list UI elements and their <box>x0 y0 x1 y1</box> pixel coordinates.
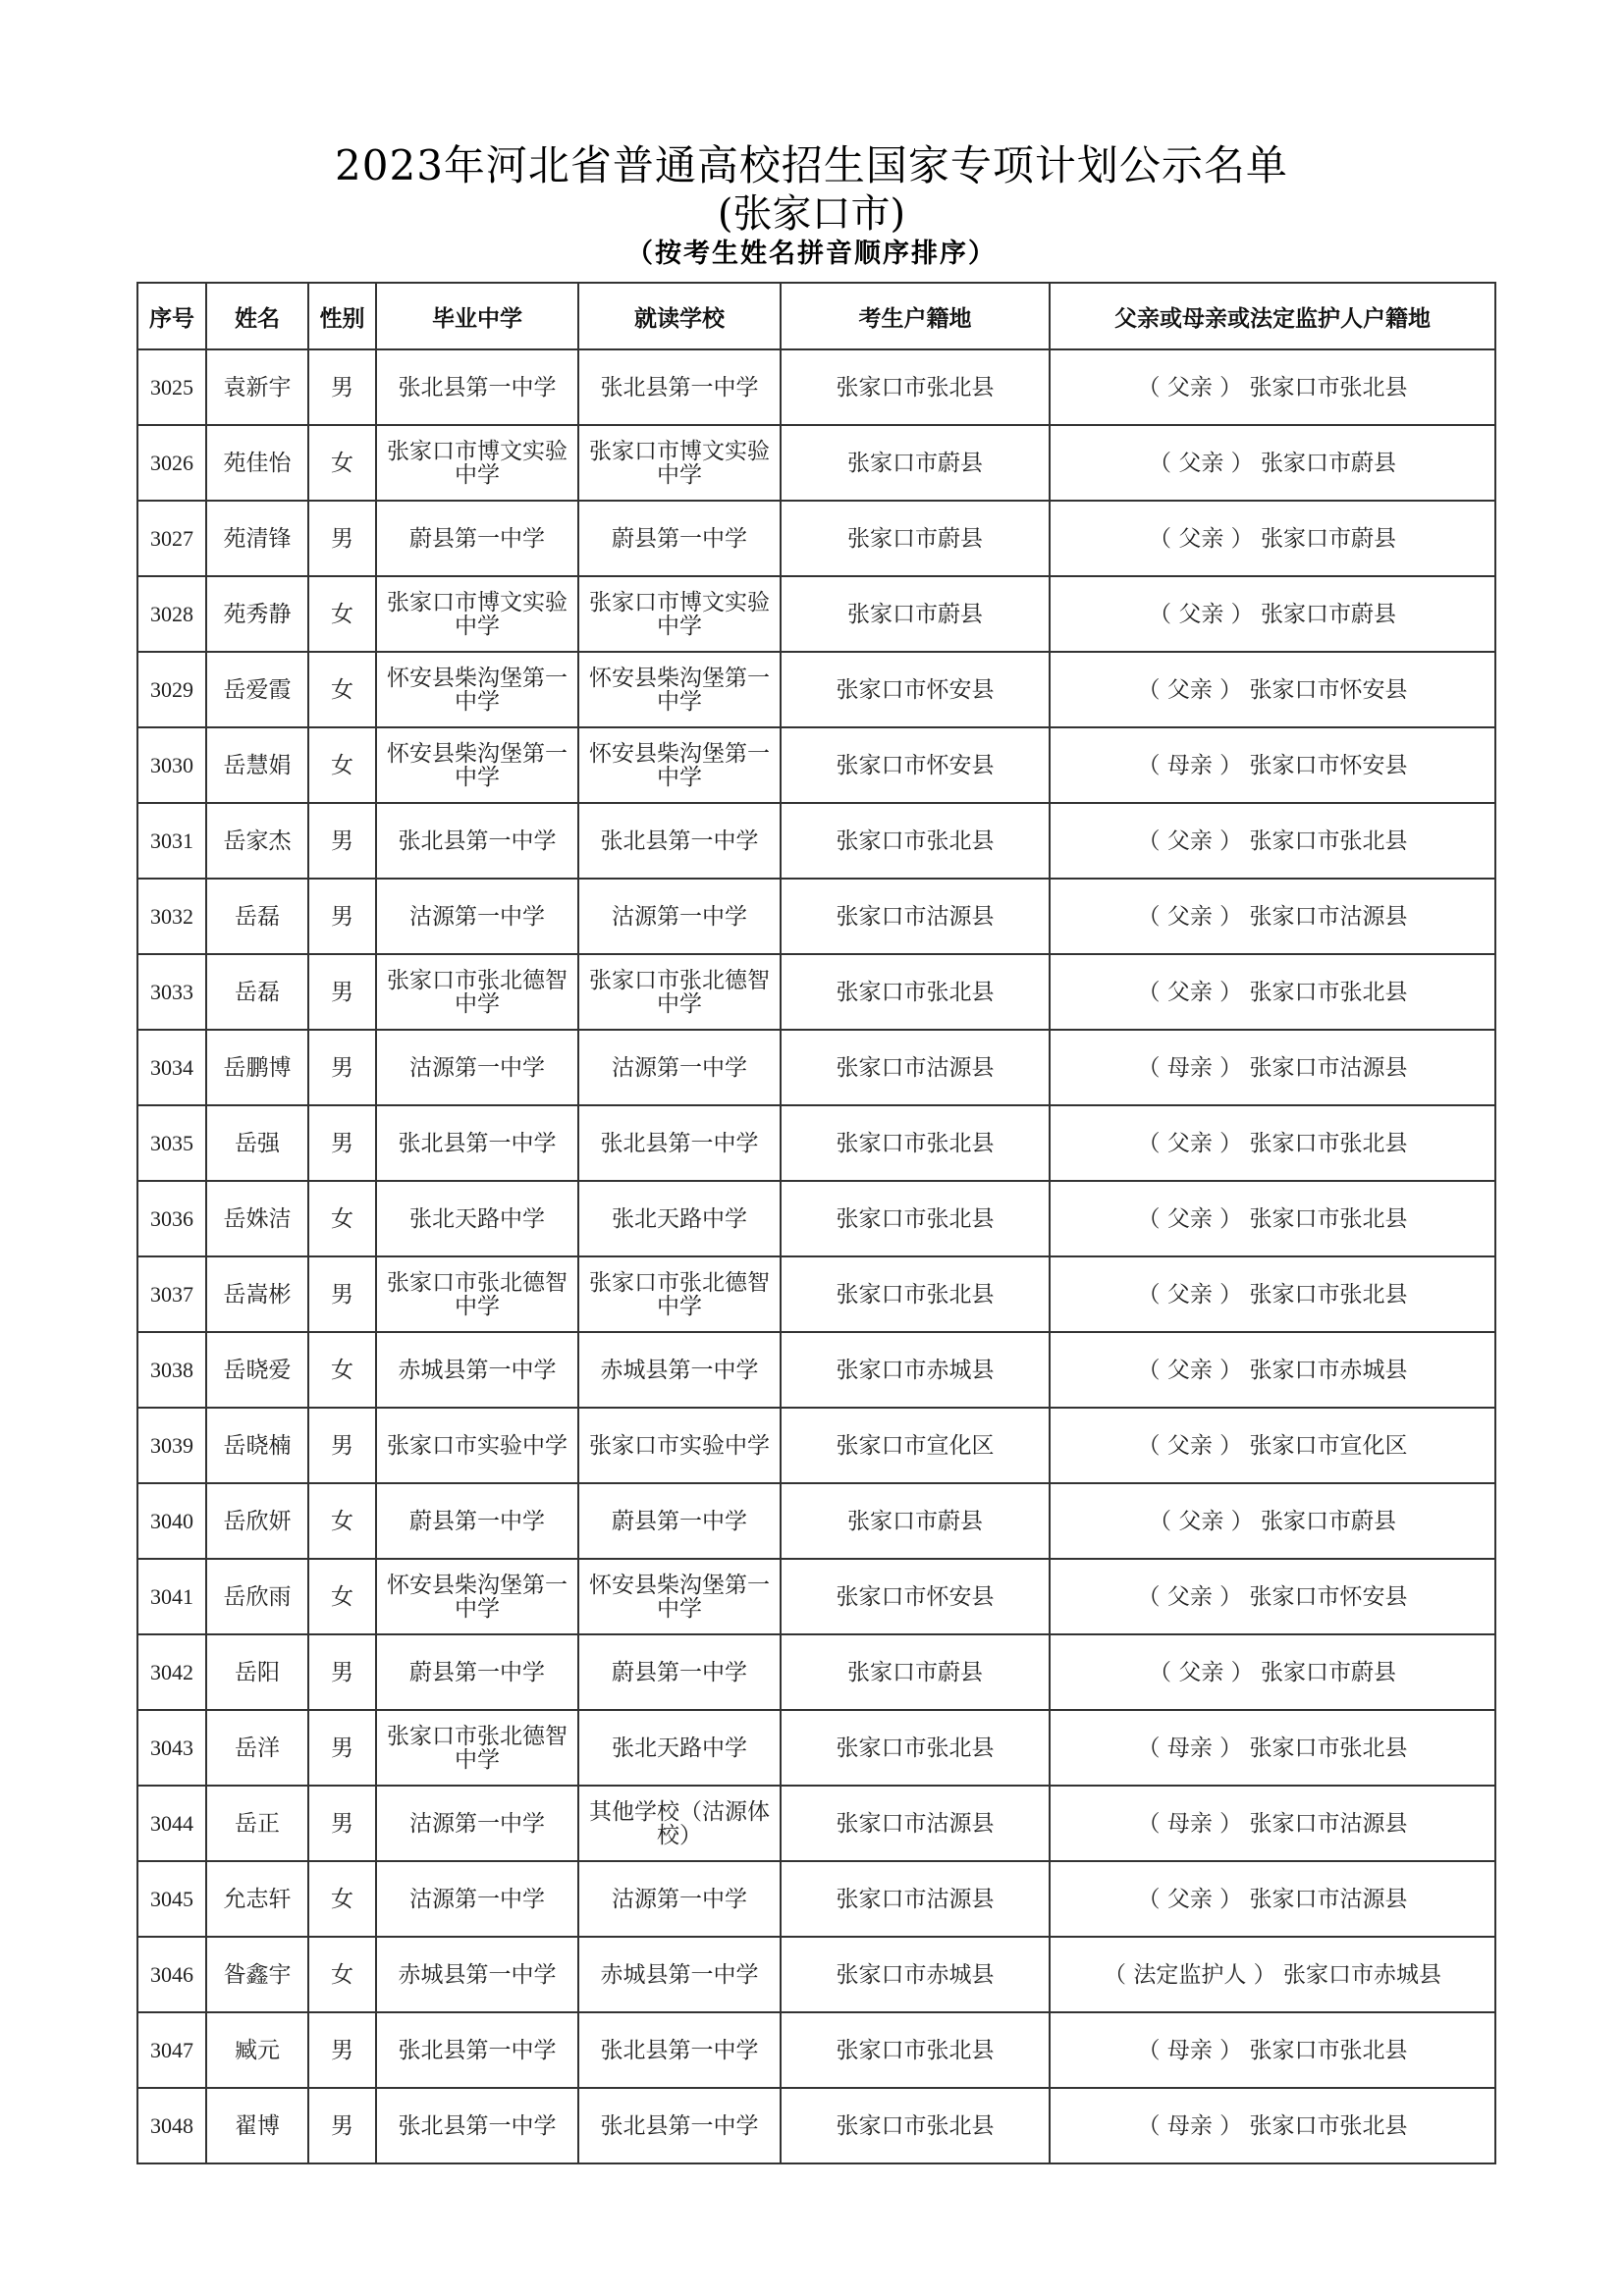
col-graduated-school-cell: 赤城县第一中学 <box>376 1937 578 2012</box>
document-title: 2023年河北省普通高校招生国家专项计划公示名单 <box>335 141 1288 189</box>
table-row <box>137 1937 1495 2012</box>
col-graduated-school-cell: 蔚县第一中学 <box>376 1634 578 1710</box>
col-gender-cell: 男 <box>308 1105 376 1181</box>
col-gender-cell: 女 <box>308 425 376 501</box>
col-guardian-hukou-cell: （ 父亲 ） 张家口市张北县 <box>1050 1105 1495 1181</box>
col-candidate-hukou-cell: 张家口市张北县 <box>781 2012 1050 2088</box>
col-serial-cell: 3027 <box>137 501 206 576</box>
col-candidate-hukou-cell: 张家口市蔚县 <box>781 1483 1050 1559</box>
col-graduated-school-cell: 赤城县第一中学 <box>376 1332 578 1408</box>
col-current-school-cell: 沽源第一中学 <box>578 879 781 954</box>
table-row <box>137 501 1495 576</box>
document-sort-note: （按考生姓名拼音顺序排序） <box>626 239 997 269</box>
col-guardian-hukou-cell: （ 父亲 ） 张家口市蔚县 <box>1050 576 1495 652</box>
col-name-cell: 岳晓楠 <box>206 1408 308 1483</box>
col-graduated-school-cell: 蔚县第一中学 <box>376 1483 578 1559</box>
col-guardian-hukou-cell: （ 母亲 ） 张家口市怀安县 <box>1050 727 1495 803</box>
table-row <box>137 1710 1495 1786</box>
col-guardian-hukou-cell: （ 父亲 ） 张家口市张北县 <box>1050 803 1495 879</box>
col-graduated-school-cell: 张家口市张北德智中学 <box>376 954 578 1030</box>
table-header <box>137 283 1495 349</box>
col-guardian-hukou-cell: （ 母亲 ） 张家口市张北县 <box>1050 1710 1495 1786</box>
col-candidate-hukou-cell: 张家口市怀安县 <box>781 1559 1050 1634</box>
document-subtitle-city: (张家口市) <box>717 191 906 237</box>
col-name-cell: 允志轩 <box>206 1861 308 1937</box>
col-graduated-school-cell: 张家口市张北德智中学 <box>376 1710 578 1786</box>
col-name-cell: 苑秀静 <box>206 576 308 652</box>
col-serial-cell: 3042 <box>137 1634 206 1710</box>
col-gender-cell: 女 <box>308 1559 376 1634</box>
col-guardian-hukou-cell: （ 父亲 ） 张家口市张北县 <box>1050 1256 1495 1332</box>
col-name-cell: 翟博 <box>206 2088 308 2163</box>
candidate-list-table <box>136 282 1496 2164</box>
col-gender-cell: 男 <box>308 501 376 576</box>
col-graduated-school-cell: 沽源第一中学 <box>376 1861 578 1937</box>
col-graduated-school-cell: 张北县第一中学 <box>376 2088 578 2163</box>
col-name-cell: 岳鹏博 <box>206 1030 308 1105</box>
col-candidate-hukou-cell: 张家口市赤城县 <box>781 1937 1050 2012</box>
table-row <box>137 954 1495 1030</box>
col-guardian-hukou-cell: （ 母亲 ） 张家口市张北县 <box>1050 2088 1495 2163</box>
col-serial-cell: 3041 <box>137 1559 206 1634</box>
col-candidate-hukou-cell: 张家口市沽源县 <box>781 1030 1050 1105</box>
col-name-cell: 昝鑫宇 <box>206 1937 308 2012</box>
table-row <box>137 1256 1495 1332</box>
col-candidate-hukou-cell: 张家口市沽源县 <box>781 1786 1050 1861</box>
table-row <box>137 1181 1495 1256</box>
col-name-cell: 岳家杰 <box>206 803 308 879</box>
col-current-school-cell: 蔚县第一中学 <box>578 501 781 576</box>
col-graduated-school-cell: 张家口市博文实验中学 <box>376 576 578 652</box>
col-candidate-hukou-cell: 张家口市张北县 <box>781 1256 1050 1332</box>
col-name-cell: 岳洋 <box>206 1710 308 1786</box>
header-col-candidate-hukou: 考生户籍地 <box>781 283 1050 349</box>
col-candidate-hukou-cell: 张家口市张北县 <box>781 2088 1050 2163</box>
col-gender-cell: 女 <box>308 727 376 803</box>
table-row <box>137 1105 1495 1181</box>
col-guardian-hukou-cell: （ 父亲 ） 张家口市沽源县 <box>1050 1861 1495 1937</box>
col-current-school-cell: 张北县第一中学 <box>578 2088 781 2163</box>
col-serial-cell: 3030 <box>137 727 206 803</box>
col-serial-cell: 3046 <box>137 1937 206 2012</box>
col-name-cell: 岳欣雨 <box>206 1559 308 1634</box>
header-col-guardian-hukou: 父亲或母亲或法定监护人户籍地 <box>1050 283 1495 349</box>
col-candidate-hukou-cell: 张家口市张北县 <box>781 803 1050 879</box>
col-candidate-hukou-cell: 张家口市怀安县 <box>781 727 1050 803</box>
col-serial-cell: 3047 <box>137 2012 206 2088</box>
col-graduated-school-cell: 蔚县第一中学 <box>376 501 578 576</box>
table-row <box>137 1408 1495 1483</box>
col-graduated-school-cell: 张北天路中学 <box>376 1181 578 1256</box>
header-col-current-school: 就读学校 <box>578 283 781 349</box>
table-row <box>137 1030 1495 1105</box>
col-name-cell: 袁新宇 <box>206 349 308 425</box>
col-name-cell: 岳慧娟 <box>206 727 308 803</box>
table-row <box>137 1559 1495 1634</box>
header-col-graduated-school: 毕业中学 <box>376 283 578 349</box>
col-current-school-cell: 沽源第一中学 <box>578 1861 781 1937</box>
col-gender-cell: 女 <box>308 1937 376 2012</box>
col-graduated-school-cell: 怀安县柴沟堡第一中学 <box>376 1559 578 1634</box>
col-guardian-hukou-cell: （ 母亲 ） 张家口市张北县 <box>1050 2012 1495 2088</box>
col-candidate-hukou-cell: 张家口市蔚县 <box>781 576 1050 652</box>
header-row <box>137 283 1495 349</box>
col-guardian-hukou-cell: （ 父亲 ） 张家口市怀安县 <box>1050 1559 1495 1634</box>
col-gender-cell: 男 <box>308 879 376 954</box>
col-graduated-school-cell: 张家口市张北德智中学 <box>376 1256 578 1332</box>
col-name-cell: 岳磊 <box>206 879 308 954</box>
table-row <box>137 2088 1495 2163</box>
col-guardian-hukou-cell: （ 父亲 ） 张家口市蔚县 <box>1050 425 1495 501</box>
col-current-school-cell: 张家口市博文实验中学 <box>578 425 781 501</box>
col-name-cell: 岳爱霞 <box>206 652 308 727</box>
table-row <box>137 879 1495 954</box>
col-gender-cell: 男 <box>308 954 376 1030</box>
col-serial-cell: 3029 <box>137 652 206 727</box>
col-name-cell: 岳阳 <box>206 1634 308 1710</box>
col-serial-cell: 3026 <box>137 425 206 501</box>
col-current-school-cell: 其他学校（沽源体校） <box>578 1786 781 1861</box>
col-graduated-school-cell: 张北县第一中学 <box>376 349 578 425</box>
col-current-school-cell: 张北县第一中学 <box>578 1105 781 1181</box>
col-guardian-hukou-cell: （ 母亲 ） 张家口市沽源县 <box>1050 1030 1495 1105</box>
col-serial-cell: 3044 <box>137 1786 206 1861</box>
col-current-school-cell: 赤城县第一中学 <box>578 1937 781 2012</box>
col-candidate-hukou-cell: 张家口市张北县 <box>781 1181 1050 1256</box>
col-guardian-hukou-cell: （ 父亲 ） 张家口市赤城县 <box>1050 1332 1495 1408</box>
col-current-school-cell: 张北天路中学 <box>578 1181 781 1256</box>
col-current-school-cell: 张北县第一中学 <box>578 349 781 425</box>
col-current-school-cell: 张家口市张北德智中学 <box>578 1256 781 1332</box>
col-serial-cell: 3045 <box>137 1861 206 1937</box>
table-row <box>137 576 1495 652</box>
table-row <box>137 1483 1495 1559</box>
col-gender-cell: 女 <box>308 1483 376 1559</box>
col-current-school-cell: 张北县第一中学 <box>578 2012 781 2088</box>
col-serial-cell: 3033 <box>137 954 206 1030</box>
col-serial-cell: 3036 <box>137 1181 206 1256</box>
col-gender-cell: 男 <box>308 2088 376 2163</box>
col-guardian-hukou-cell: （ 父亲 ） 张家口市沽源县 <box>1050 879 1495 954</box>
col-candidate-hukou-cell: 张家口市赤城县 <box>781 1332 1050 1408</box>
header-col-gender: 性别 <box>308 283 376 349</box>
col-gender-cell: 男 <box>308 1256 376 1332</box>
col-gender-cell: 男 <box>308 1634 376 1710</box>
col-candidate-hukou-cell: 张家口市沽源县 <box>781 879 1050 954</box>
col-gender-cell: 女 <box>308 1332 376 1408</box>
col-serial-cell: 3028 <box>137 576 206 652</box>
col-name-cell: 岳嵩彬 <box>206 1256 308 1332</box>
col-name-cell: 岳晓爱 <box>206 1332 308 1408</box>
col-candidate-hukou-cell: 张家口市蔚县 <box>781 425 1050 501</box>
col-guardian-hukou-cell: （ 法定监护人 ） 张家口市赤城县 <box>1050 1937 1495 2012</box>
col-serial-cell: 3043 <box>137 1710 206 1786</box>
col-candidate-hukou-cell: 张家口市张北县 <box>781 1710 1050 1786</box>
col-candidate-hukou-cell: 张家口市张北县 <box>781 1105 1050 1181</box>
col-name-cell: 岳欣妍 <box>206 1483 308 1559</box>
col-serial-cell: 3048 <box>137 2088 206 2163</box>
col-graduated-school-cell: 张家口市实验中学 <box>376 1408 578 1483</box>
col-graduated-school-cell: 张家口市博文实验中学 <box>376 425 578 501</box>
col-candidate-hukou-cell: 张家口市怀安县 <box>781 652 1050 727</box>
col-candidate-hukou-cell: 张家口市蔚县 <box>781 501 1050 576</box>
col-candidate-hukou-cell: 张家口市张北县 <box>781 954 1050 1030</box>
table-row <box>137 349 1495 425</box>
col-serial-cell: 3025 <box>137 349 206 425</box>
col-gender-cell: 男 <box>308 1786 376 1861</box>
col-current-school-cell: 张北天路中学 <box>578 1710 781 1786</box>
col-guardian-hukou-cell: （ 父亲 ） 张家口市蔚县 <box>1050 501 1495 576</box>
col-candidate-hukou-cell: 张家口市沽源县 <box>781 1861 1050 1937</box>
header-col-serial: 序号 <box>137 283 206 349</box>
col-candidate-hukou-cell: 张家口市宣化区 <box>781 1408 1050 1483</box>
col-serial-cell: 3038 <box>137 1332 206 1408</box>
col-graduated-school-cell: 怀安县柴沟堡第一中学 <box>376 727 578 803</box>
col-current-school-cell: 张家口市张北德智中学 <box>578 954 781 1030</box>
col-gender-cell: 男 <box>308 1408 376 1483</box>
col-guardian-hukou-cell: （ 父亲 ） 张家口市蔚县 <box>1050 1483 1495 1559</box>
table-row <box>137 425 1495 501</box>
table-row <box>137 1786 1495 1861</box>
table-row <box>137 1332 1495 1408</box>
col-current-school-cell: 赤城县第一中学 <box>578 1332 781 1408</box>
col-gender-cell: 男 <box>308 803 376 879</box>
col-serial-cell: 3032 <box>137 879 206 954</box>
col-gender-cell: 女 <box>308 1861 376 1937</box>
col-candidate-hukou-cell: 张家口市蔚县 <box>781 1634 1050 1710</box>
table-row <box>137 1861 1495 1937</box>
col-serial-cell: 3037 <box>137 1256 206 1332</box>
col-guardian-hukou-cell: （ 父亲 ） 张家口市张北县 <box>1050 349 1495 425</box>
col-gender-cell: 女 <box>308 1181 376 1256</box>
col-name-cell: 苑清锋 <box>206 501 308 576</box>
col-graduated-school-cell: 沽源第一中学 <box>376 1786 578 1861</box>
col-gender-cell: 女 <box>308 576 376 652</box>
table-row <box>137 1634 1495 1710</box>
table-row <box>137 727 1495 803</box>
col-gender-cell: 男 <box>308 1030 376 1105</box>
col-name-cell: 臧元 <box>206 2012 308 2088</box>
header-col-name: 姓名 <box>206 283 308 349</box>
col-current-school-cell: 张家口市博文实验中学 <box>578 576 781 652</box>
col-gender-cell: 男 <box>308 2012 376 2088</box>
table-row <box>137 652 1495 727</box>
col-current-school-cell: 张北县第一中学 <box>578 803 781 879</box>
col-graduated-school-cell: 怀安县柴沟堡第一中学 <box>376 652 578 727</box>
col-name-cell: 岳姝洁 <box>206 1181 308 1256</box>
col-guardian-hukou-cell: （ 父亲 ） 张家口市蔚县 <box>1050 1634 1495 1710</box>
col-current-school-cell: 张家口市实验中学 <box>578 1408 781 1483</box>
col-current-school-cell: 蔚县第一中学 <box>578 1483 781 1559</box>
col-guardian-hukou-cell: （ 父亲 ） 张家口市怀安县 <box>1050 652 1495 727</box>
col-graduated-school-cell: 沽源第一中学 <box>376 879 578 954</box>
col-name-cell: 岳磊 <box>206 954 308 1030</box>
col-serial-cell: 3040 <box>137 1483 206 1559</box>
col-guardian-hukou-cell: （ 父亲 ） 张家口市张北县 <box>1050 1181 1495 1256</box>
col-guardian-hukou-cell: （ 母亲 ） 张家口市沽源县 <box>1050 1786 1495 1861</box>
col-guardian-hukou-cell: （ 父亲 ） 张家口市宣化区 <box>1050 1408 1495 1483</box>
col-current-school-cell: 怀安县柴沟堡第一中学 <box>578 652 781 727</box>
col-graduated-school-cell: 沽源第一中学 <box>376 1030 578 1105</box>
col-current-school-cell: 蔚县第一中学 <box>578 1634 781 1710</box>
table-row <box>137 2012 1495 2088</box>
col-guardian-hukou-cell: （ 父亲 ） 张家口市张北县 <box>1050 954 1495 1030</box>
col-graduated-school-cell: 张北县第一中学 <box>376 803 578 879</box>
col-current-school-cell: 沽源第一中学 <box>578 1030 781 1105</box>
col-serial-cell: 3034 <box>137 1030 206 1105</box>
col-gender-cell: 男 <box>308 349 376 425</box>
col-gender-cell: 男 <box>308 1710 376 1786</box>
col-candidate-hukou-cell: 张家口市张北县 <box>781 349 1050 425</box>
col-name-cell: 苑佳怡 <box>206 425 308 501</box>
col-current-school-cell: 怀安县柴沟堡第一中学 <box>578 1559 781 1634</box>
table-body <box>137 349 1495 2163</box>
col-current-school-cell: 怀安县柴沟堡第一中学 <box>578 727 781 803</box>
col-serial-cell: 3031 <box>137 803 206 879</box>
col-name-cell: 岳正 <box>206 1786 308 1861</box>
col-graduated-school-cell: 张北县第一中学 <box>376 2012 578 2088</box>
col-name-cell: 岳强 <box>206 1105 308 1181</box>
col-graduated-school-cell: 张北县第一中学 <box>376 1105 578 1181</box>
col-gender-cell: 女 <box>308 652 376 727</box>
col-serial-cell: 3035 <box>137 1105 206 1181</box>
col-serial-cell: 3039 <box>137 1408 206 1483</box>
table-row <box>137 803 1495 879</box>
